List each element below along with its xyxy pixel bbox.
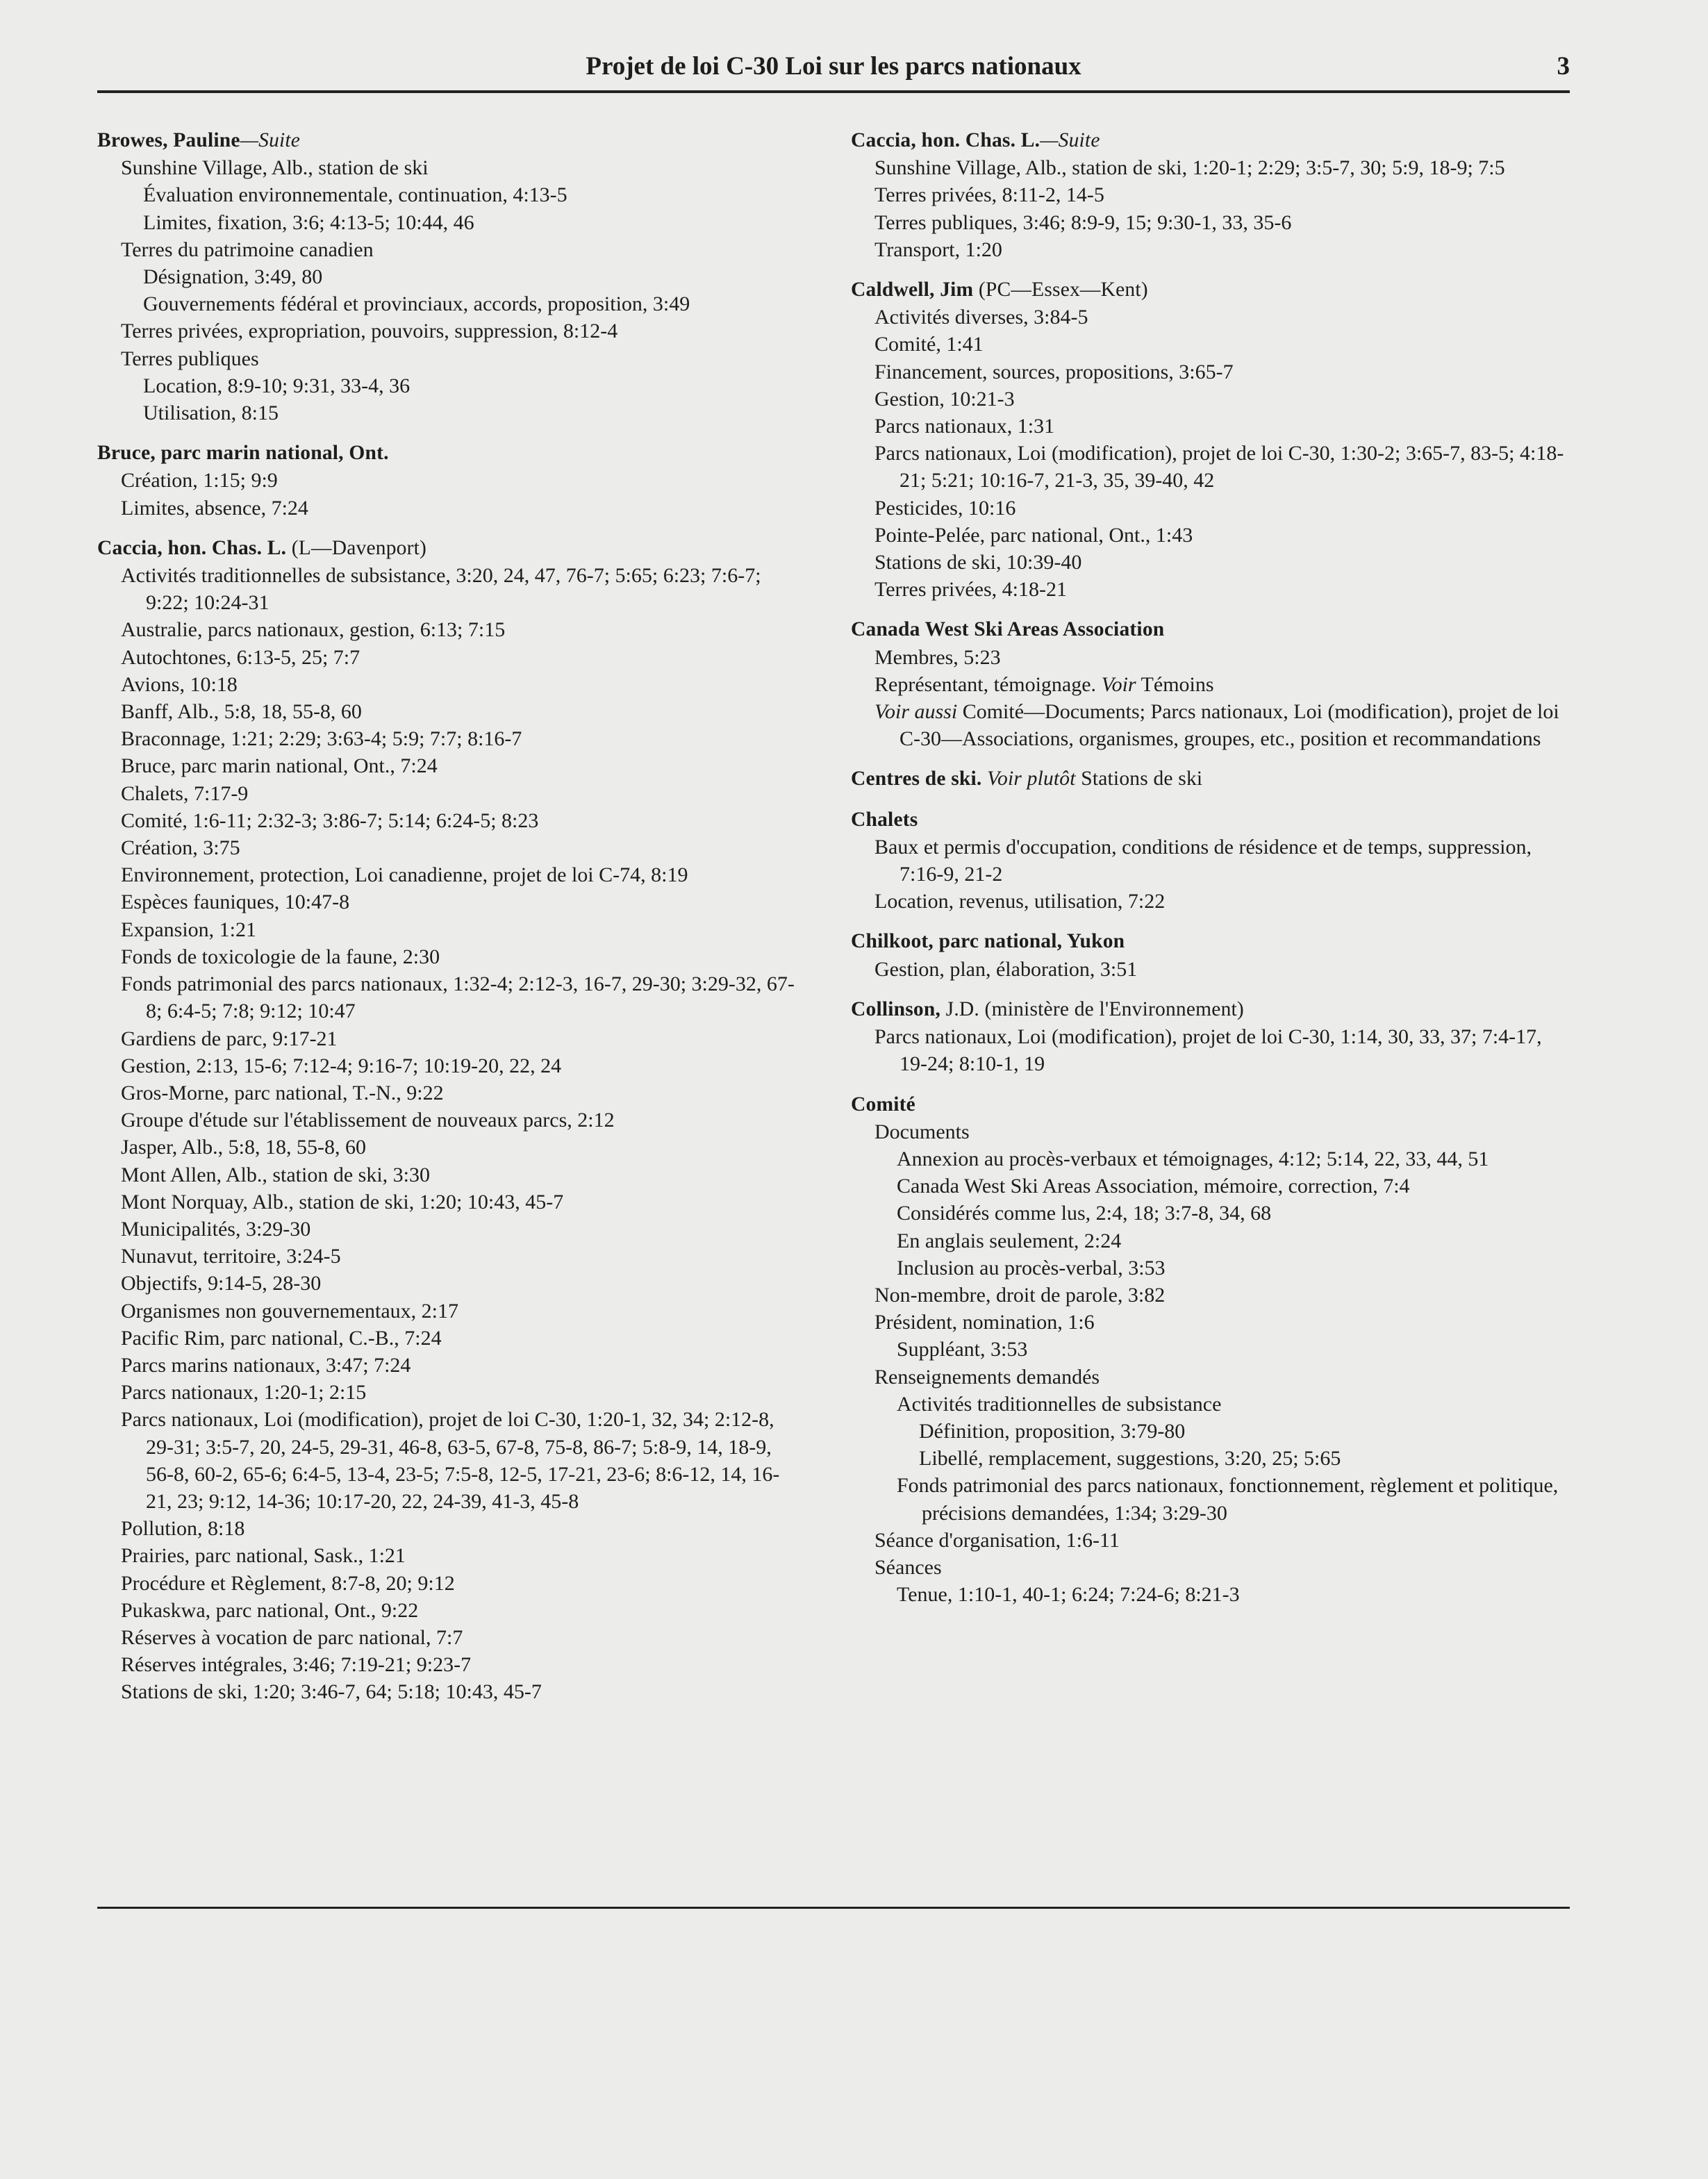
index-subentry <box>874 358 1566 386</box>
index-entry <box>851 616 1566 752</box>
subentry-text: Objectifs, 9:14-5, 28-30 <box>121 1272 322 1295</box>
index-subentry <box>121 644 799 671</box>
subentry-text: Transport, 1:20 <box>874 238 1002 261</box>
entry-heading-name: Bruce, parc marin national, Ont. <box>97 442 389 465</box>
subentry-text: Avions, 10:18 <box>121 672 238 696</box>
index-subentry <box>874 644 1566 671</box>
index-subentry <box>121 317 799 345</box>
subentry-text: Pacific Rim, parc national, C.-B., 7:24 <box>121 1326 442 1350</box>
subentry-text: Fonds patrimonial des parcs nationaux, fonctionnement, règlement et politique, précisions demandées, 1:34; 3:29-30 <box>897 1474 1559 1525</box>
index-subentry <box>874 1364 1566 1391</box>
subentry-text: Municipalités, 3:29-30 <box>121 1217 311 1241</box>
index-subentry <box>143 399 799 426</box>
subentry-text: Australie, parcs nationaux, gestion, 6:13; 7:15 <box>121 618 506 642</box>
subentry-text: Terres publiques, 3:46; 8:9-9, 15; 9:30-1, 33, 35-6 <box>874 210 1292 234</box>
index-entry <box>97 535 799 1706</box>
entry-heading-detail: (PC—Essex—Kent) <box>973 279 1148 301</box>
index-subentry <box>121 562 799 616</box>
subentry-text: Membres, 5:23 <box>874 645 1001 669</box>
subentry-text: Location, 8:9-10; 9:31, 33-4, 36 <box>143 374 411 397</box>
subentry-text: Terres privées, expropriation, pouvoirs, suppression, 8:12-4 <box>121 320 618 343</box>
index-subentry <box>121 1134 799 1161</box>
index-subentry <box>143 372 799 399</box>
index-subentry <box>121 1079 799 1107</box>
index-subentry <box>121 916 799 943</box>
index-entry <box>851 1091 1566 1609</box>
subentry-text: Parcs nationaux, 1:20-1; 2:15 <box>121 1381 367 1405</box>
index-entry <box>851 928 1566 982</box>
entry-heading-name: Browes, Pauline <box>97 129 240 151</box>
subentry-text: Parcs marins nationaux, 3:47; 7:24 <box>121 1353 411 1377</box>
subentry-text: Désignation, 3:49, 80 <box>143 265 323 289</box>
subentry-text: Braconnage, 1:21; 2:29; 3:63-4; 5:9; 7:7; 8:16-7 <box>121 727 522 751</box>
index-subentry <box>121 1052 799 1079</box>
index-subentry <box>121 1597 799 1624</box>
index-subentry <box>121 616 799 643</box>
entry-heading <box>97 440 799 467</box>
entry-heading-detail: J.D. (ministère de l'Environnement) <box>940 997 1244 1020</box>
index-subentry <box>874 413 1566 440</box>
entry-heading-suite: —Suite <box>240 129 301 151</box>
subentry-text: Définition, proposition, 3:79-80 <box>919 1419 1186 1443</box>
index-subentry <box>121 943 799 970</box>
index-subentry <box>874 549 1566 576</box>
index-subentry <box>121 1570 799 1597</box>
index-column-right <box>851 127 1566 1608</box>
page-header <box>97 49 1570 90</box>
subentry-text: Baux et permis d'occupation, conditions de résidence et de temps, suppression, 7:16-9, 21-2 <box>874 835 1532 886</box>
index-subentry <box>121 1678 799 1705</box>
subentry-text: Gestion, 10:21-3 <box>874 387 1015 411</box>
index-subentry <box>874 154 1566 181</box>
index-subentry <box>121 345 799 372</box>
subentry-text: Non-membre, droit de parole, 3:82 <box>874 1283 1166 1307</box>
index-subentry <box>874 1309 1566 1336</box>
header-rule <box>97 90 1570 93</box>
index-subentry <box>143 263 799 290</box>
entry-heading-suite: —Suite <box>1040 129 1100 151</box>
index-subentry <box>121 698 799 725</box>
index-subentry <box>121 1624 799 1651</box>
subentry-text: Pollution, 8:18 <box>121 1517 245 1541</box>
page-number: 3 <box>1557 52 1570 81</box>
index-subentry <box>121 1406 799 1515</box>
index-subentry <box>143 209 799 236</box>
index-subentry <box>919 1418 1566 1445</box>
subentry-text: Création, 3:75 <box>121 836 240 860</box>
running-title: Projet de loi C-30 Loi sur les parcs nationaux <box>586 52 1081 81</box>
index-subentry <box>874 1023 1566 1077</box>
subentry-text: Procédure et Règlement, 8:7-8, 20; 9:12 <box>121 1571 455 1595</box>
index-subentry <box>121 1542 799 1569</box>
entry-heading <box>851 276 1566 304</box>
subentry-text: Location, revenus, utilisation, 7:22 <box>874 890 1166 913</box>
index-subentry <box>897 1391 1566 1418</box>
index-subentry <box>897 1336 1566 1363</box>
index-subentry <box>121 1025 799 1052</box>
entry-heading <box>851 1091 1566 1118</box>
index-subentry <box>121 1216 799 1243</box>
index-subentry <box>874 209 1566 236</box>
index-subentry <box>897 1173 1566 1200</box>
index-entry <box>97 127 799 426</box>
index-subentry <box>143 290 799 317</box>
index-subentry <box>121 888 799 915</box>
index-subentry <box>121 1352 799 1379</box>
index-subentry <box>897 1200 1566 1227</box>
footer-rule <box>97 1907 1570 1909</box>
index-subentry <box>121 1161 799 1188</box>
subentry-text: Parcs nationaux, Loi (modification), projet de loi C-30, 1:20-1, 32, 34; 2:12-8, 29-31; 3:5-7, 20, 24-5, 29-31, 46-8, 63-5, 67-8, 75-8, 86-7; 5:8-9, 14, 18-9, 56-8, 60-2, 65-6; 6:4-5, 13-4, 23-5; 7:5-8, 12-5, 17-21, 23-6; 8:6-12, 14, 16-21, 23; 9:12, 14-36; 10:17-20, 22, 24-39, 41-3, 45-8 <box>121 1408 780 1513</box>
index-column-left <box>97 127 799 1706</box>
subentry-text: Limites, absence, 7:24 <box>121 496 308 520</box>
subentry-text: Gros-Morne, parc national, T.-N., 9:22 <box>121 1081 444 1104</box>
index-subentry <box>121 970 799 1025</box>
index-subentry <box>874 1527 1566 1554</box>
subentry-text: Expansion, 1:21 <box>121 918 256 941</box>
index-subentry <box>121 1379 799 1406</box>
index-subentry <box>897 1581 1566 1608</box>
entry-heading-name: Comité <box>851 1093 915 1116</box>
subentry-text: Terres privées, 4:18-21 <box>874 578 1067 602</box>
subentry-text: Activités diverses, 3:84-5 <box>874 306 1088 329</box>
subentry-text: Annexion au procès-verbaux et témoignages, 4:12; 5:14, 22, 33, 44, 51 <box>897 1147 1489 1170</box>
cross-reference-target: Comité—Documents; Parcs nationaux, Loi (modification), projet de loi C-30—Associations, organismes, groupes, etc., position et recommandations <box>899 700 1559 751</box>
index-entry <box>851 806 1566 915</box>
subentry-text: Fonds patrimonial des parcs nationaux, 1:32-4; 2:12-3, 16-7, 29-30; 3:29-32, 67-8; 6:4-5; 7:8; 9:12; 10:47 <box>121 972 795 1023</box>
index-subentry <box>874 1282 1566 1309</box>
index-subentry <box>121 467 799 494</box>
subentry-text: Sunshine Village, Alb., station de ski, 1:20-1; 2:29; 3:5-7, 30; 5:9, 18-9; 7:5 <box>874 156 1505 180</box>
entry-heading <box>97 535 799 562</box>
entry-heading <box>851 806 1566 834</box>
index-subentry <box>121 834 799 861</box>
index-subentry <box>121 1325 799 1352</box>
subentry-text: Gestion, plan, élaboration, 3:51 <box>874 957 1138 981</box>
subentry-text: Gardiens de parc, 9:17-21 <box>121 1027 338 1050</box>
subentry-text: Groupe d'étude sur l'établissement de nouveaux parcs, 2:12 <box>121 1109 615 1132</box>
index-subentry <box>874 576 1566 603</box>
index-subentry <box>121 495 799 522</box>
entry-heading <box>851 996 1566 1023</box>
entry-heading <box>851 127 1566 154</box>
subentry-text: Parcs nationaux, 1:31 <box>874 415 1055 438</box>
subentry-text: Organismes non gouvernementaux, 2:17 <box>121 1299 459 1323</box>
index-subentry <box>874 440 1566 494</box>
index-subentry <box>121 780 799 807</box>
index-subentry <box>121 1515 799 1542</box>
index-entry <box>851 765 1566 793</box>
index-entry <box>851 276 1566 603</box>
subentry-text: Représentant, témoignage. <box>874 672 1097 696</box>
subentry-text: Séances <box>874 1555 942 1579</box>
index-subentry <box>897 1254 1566 1282</box>
entry-heading-name: Collinson, <box>851 997 941 1020</box>
index-entry <box>851 996 1566 1078</box>
subentry-text: Canada West Ski Areas Association, mémoire, correction, 7:4 <box>897 1175 1410 1198</box>
cross-reference-label: Voir plutôt <box>987 768 1076 790</box>
index-subentry <box>874 888 1566 915</box>
subentry-text: Espèces fauniques, 10:47-8 <box>121 890 350 914</box>
index-subentry <box>121 1107 799 1134</box>
index-subentry <box>121 725 799 752</box>
subentry-text: Prairies, parc national, Sask., 1:21 <box>121 1544 406 1568</box>
entry-heading <box>851 616 1566 643</box>
subentry-text: Terres publiques <box>121 347 259 370</box>
index-subentry <box>874 386 1566 413</box>
index-subentry <box>121 236 799 263</box>
entry-heading-name: Caldwell, Jim <box>851 279 974 301</box>
entry-heading <box>851 928 1566 955</box>
index-subentry <box>874 1554 1566 1581</box>
subentry-text: Comité, 1:41 <box>874 333 984 356</box>
subentry-text: Comité, 1:6-11; 2:32-3; 3:86-7; 5:14; 6:24-5; 8:23 <box>121 809 539 832</box>
index-subentry <box>897 1227 1566 1254</box>
subentry-text: Chalets, 7:17-9 <box>121 781 249 805</box>
index-subentry <box>874 522 1566 549</box>
subentry-text: Pukaskwa, parc national, Ont., 9:22 <box>121 1598 419 1622</box>
entry-heading <box>97 127 799 154</box>
cross-reference-label: Voir <box>1101 672 1136 696</box>
index-subentry <box>121 1243 799 1270</box>
entry-heading-name: Canada West Ski Areas Association <box>851 618 1165 641</box>
entry-heading-name: Chalets <box>851 808 918 831</box>
entry-heading-name: Chilkoot, parc national, Yukon <box>851 930 1125 953</box>
entry-heading-name: Caccia, hon. Chas. L. <box>97 536 287 559</box>
subentry-text: Autochtones, 6:13-5, 25; 7:7 <box>121 645 360 669</box>
subentry-text: Financement, sources, propositions, 3:65-7 <box>874 360 1234 383</box>
cross-reference-target: Stations de ski <box>1081 768 1203 790</box>
entry-heading-name: Centres de ski. <box>851 768 982 790</box>
index-subentry <box>121 807 799 834</box>
index-entry <box>851 127 1566 263</box>
subentry-text: Évaluation environnementale, continuation, 4:13-5 <box>143 183 567 207</box>
subentry-text: Activités traditionnelles de subsistance <box>897 1392 1222 1416</box>
subentry-text: Mont Allen, Alb., station de ski, 3:30 <box>121 1163 431 1186</box>
index-subentry <box>874 671 1566 698</box>
index-subentry <box>874 834 1566 888</box>
index-subentry <box>121 861 799 888</box>
index-subentry <box>874 331 1566 358</box>
subentry-text: Réserves à vocation de parc national, 7:7 <box>121 1625 463 1649</box>
subentry-text: Création, 1:15; 9:9 <box>121 469 278 492</box>
subentry-text: Documents <box>874 1120 970 1143</box>
subentry-text: Fonds de toxicologie de la faune, 2:30 <box>121 945 440 968</box>
subentry-text: Séance d'organisation, 1:6-11 <box>874 1528 1120 1552</box>
index-subentry <box>121 1298 799 1325</box>
subentry-text: Banff, Alb., 5:8, 18, 55-8, 60 <box>121 700 362 724</box>
index-subentry <box>874 304 1566 331</box>
index-subentry <box>121 1270 799 1297</box>
subentry-text: Parcs nationaux, Loi (modification), projet de loi C-30, 1:30-2; 3:65-7, 83-5; 4:18-21; 5:21; 10:16-7, 21-3, 35, 39-40, 42 <box>874 442 1564 492</box>
index-subentry <box>874 236 1566 263</box>
cross-reference-label: Voir aussi <box>874 700 958 724</box>
index-subentry <box>121 1651 799 1678</box>
subentry-text: Mont Norquay, Alb., station de ski, 1:20; 10:43, 45-7 <box>121 1190 564 1213</box>
index-subentry <box>919 1445 1566 1472</box>
cross-reference <box>981 768 1202 790</box>
subentry-text: Stations de ski, 1:20; 3:46-7, 64; 5:18; 10:43, 45-7 <box>121 1680 542 1704</box>
index-entry <box>97 440 799 522</box>
subentry-text: Tenue, 1:10-1, 40-1; 6:24; 7:24-6; 8:21-3 <box>897 1583 1240 1607</box>
index-subentry <box>874 495 1566 522</box>
index-subentry <box>874 956 1566 983</box>
entry-heading-name: Caccia, hon. Chas. L. <box>851 129 1040 151</box>
index-subentry <box>897 1472 1566 1526</box>
cross-reference-target: Témoins <box>1141 672 1214 696</box>
subentry-text: Environnement, protection, Loi canadienne, projet de loi C-74, 8:19 <box>121 863 688 887</box>
subentry-text: Pointe-Pelée, parc national, Ont., 1:43 <box>874 523 1193 547</box>
subentry-text: Pesticides, 10:16 <box>874 496 1016 520</box>
index-subentry <box>874 181 1566 208</box>
entry-heading <box>851 765 1566 793</box>
subentry-text: Considérés comme lus, 2:4, 18; 3:7-8, 34, 68 <box>897 1202 1272 1225</box>
index-subentry <box>874 698 1566 752</box>
subentry-text: Terres privées, 8:11-2, 14-5 <box>874 183 1104 207</box>
subentry-text: Gestion, 2:13, 15-6; 7:12-4; 9:16-7; 10:19-20, 22, 24 <box>121 1054 562 1077</box>
subentry-text: Limites, fixation, 3:6; 4:13-5; 10:44, 46 <box>143 210 474 234</box>
index-subentry <box>897 1145 1566 1173</box>
subentry-text: Renseignements demandés <box>874 1365 1100 1389</box>
subentry-text: Utilisation, 8:15 <box>143 401 279 425</box>
index-subentry <box>121 752 799 779</box>
subentry-text: En anglais seulement, 2:24 <box>897 1229 1122 1252</box>
entry-heading-detail: (L—Davenport) <box>286 536 427 559</box>
subentry-text: Inclusion au procès-verbal, 3:53 <box>897 1256 1166 1279</box>
index-subentry <box>143 181 799 208</box>
subentry-text: Nunavut, territoire, 3:24-5 <box>121 1245 341 1268</box>
subentry-text: Parcs nationaux, Loi (modification), projet de loi C-30, 1:14, 30, 33, 37; 7:4-17, 19-24; 8:10-1, 19 <box>874 1025 1542 1076</box>
index-subentry <box>121 1188 799 1216</box>
subentry-text: Terres du patrimoine canadien <box>121 238 374 261</box>
subentry-text: Suppléant, 3:53 <box>897 1338 1028 1361</box>
index-subentry <box>121 154 799 181</box>
subentry-text: Réserves intégrales, 3:46; 7:19-21; 9:23-7 <box>121 1653 472 1677</box>
subentry-text: Président, nomination, 1:6 <box>874 1311 1095 1334</box>
subentry-text: Activités traditionnelles de subsistance, 3:20, 24, 47, 76-7; 5:65; 6:23; 7:6-7; 9:22; 10:24-31 <box>121 564 761 615</box>
subentry-text: Stations de ski, 10:39-40 <box>874 551 1082 574</box>
subentry-text: Libellé, remplacement, suggestions, 3:20, 25; 5:65 <box>919 1447 1341 1470</box>
index-subentry <box>874 1118 1566 1145</box>
subentry-text: Gouvernements fédéral et provinciaux, accords, proposition, 3:49 <box>143 292 690 316</box>
subentry-text: Jasper, Alb., 5:8, 18, 55-8, 60 <box>121 1136 366 1159</box>
subentry-text: Bruce, parc marin national, Ont., 7:24 <box>121 754 438 778</box>
index-subentry <box>121 671 799 698</box>
subentry-text: Sunshine Village, Alb., station de ski <box>121 156 429 180</box>
